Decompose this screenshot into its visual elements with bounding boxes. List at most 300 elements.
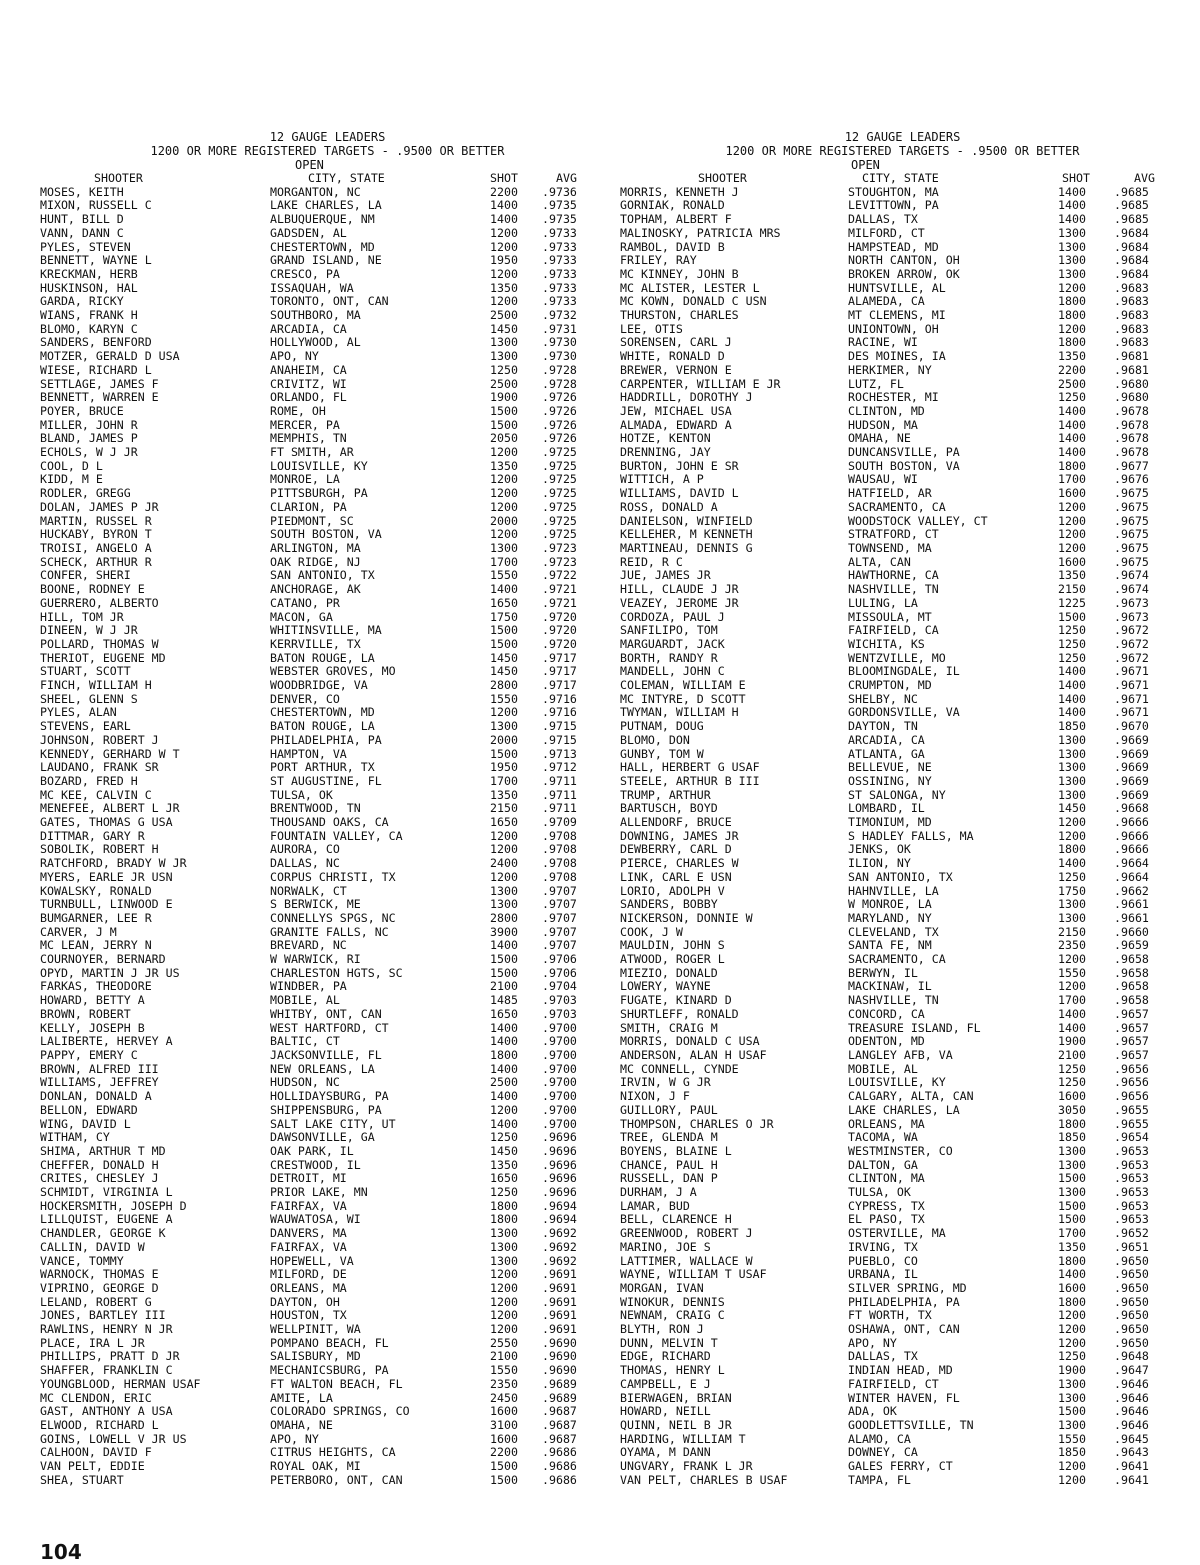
city-state: LULING, LA (848, 596, 918, 610)
shot-count: 1550 (1058, 1432, 1086, 1446)
city-state: DETROIT, MI (270, 1172, 347, 1186)
city-state: ALAMEDA, CA (848, 295, 925, 309)
shot-count: 1400 (1058, 432, 1086, 446)
shot-count: 1350 (490, 459, 518, 473)
shot-count: 3100 (490, 1418, 518, 1432)
table-row (40, 734, 612, 748)
shooter-name: CHANCE, PAUL H (620, 1158, 718, 1172)
city-state: FT WORTH, TX (848, 1309, 932, 1323)
shot-count: 1750 (1058, 884, 1086, 898)
city-state: OSSINING, NY (848, 774, 932, 788)
average: .9726 (542, 404, 577, 418)
shot-count: 1250 (1058, 870, 1086, 884)
city-state: BATON ROUGE, LA (270, 720, 375, 734)
city-state: CITRUS HEIGHTS, CA (270, 1446, 396, 1460)
table-row (620, 1433, 1180, 1447)
average: .9653 (1114, 1158, 1149, 1172)
city-state: BERWYN, IL (848, 966, 918, 980)
table-row (620, 994, 1180, 1008)
right-leaders-panel (620, 130, 1185, 1488)
shooter-name: MARINO, JOE S (620, 1240, 711, 1254)
shot-count: 1300 (1058, 226, 1086, 240)
average: .9653 (1114, 1213, 1149, 1227)
table-row (620, 1172, 1180, 1186)
shot-count: 1500 (1058, 1405, 1086, 1419)
shot-count: 1300 (490, 720, 518, 734)
city-state: WHITINSVILLE, MA (270, 624, 382, 638)
shot-count: 2050 (490, 432, 518, 446)
left-leaders-table (40, 172, 612, 1488)
city-state: DOWNEY, CA (848, 1446, 918, 1460)
table-row (620, 419, 1180, 433)
shooter-name: ECHOLS, W J JR (40, 446, 138, 460)
shot-count: 1500 (1058, 610, 1086, 624)
average: .9673 (1114, 596, 1149, 610)
shot-count: 2000 (490, 733, 518, 747)
shooter-name: WITTICH, A P (620, 473, 704, 487)
table-row (40, 268, 612, 282)
shot-count: 1500 (490, 404, 518, 418)
shooter-name: MC CLENDON, ERIC (40, 1391, 152, 1405)
table-row (620, 706, 1180, 720)
average: .9704 (542, 980, 577, 994)
table-row (40, 473, 612, 487)
table-row (40, 1282, 612, 1296)
city-state: CLINTON, MA (848, 1172, 925, 1186)
average: .9706 (542, 966, 577, 980)
shot-count: 1650 (490, 1007, 518, 1021)
shot-count: 1800 (1058, 295, 1086, 309)
shot-count: 1200 (1058, 528, 1086, 542)
shooter-name: LATTIMER, WALLACE W (620, 1254, 753, 1268)
shot-count: 1850 (1058, 1446, 1086, 1460)
average: .9728 (542, 363, 577, 377)
average: .9646 (1114, 1405, 1149, 1419)
shot-count: 1400 (1058, 679, 1086, 693)
average: .9715 (542, 733, 577, 747)
shooter-name: BURTON, JOHN E SR (620, 459, 739, 473)
table-row (620, 693, 1180, 707)
city-state: CRESTWOOD, IL (270, 1158, 361, 1172)
city-state: WOODSTOCK VALLEY, CT (848, 514, 988, 528)
city-state: LAKE CHARLES, LA (848, 1103, 960, 1117)
shot-count: 1200 (490, 1309, 518, 1323)
shooter-name: LINK, CARL E USN (620, 870, 732, 884)
shot-count: 1200 (490, 500, 518, 514)
table-row (40, 227, 612, 241)
city-state: GOODLETTSVILLE, TN (848, 1418, 974, 1432)
table-row (40, 939, 612, 953)
shot-count: 1700 (1058, 994, 1086, 1008)
shooter-name: MAULDIN, JOHN S (620, 939, 725, 953)
average: .9700 (542, 1062, 577, 1076)
shooter-name: VIPRINO, GEORGE D (40, 1281, 159, 1295)
average: .9711 (542, 788, 577, 802)
average: .9732 (542, 309, 577, 323)
average: .9696 (542, 1186, 577, 1200)
shooter-name: RUSSELL, DAN P (620, 1172, 718, 1186)
shooter-name: TRUMP, ARTHUR (620, 788, 711, 802)
shooter-name: MIEZIO, DONALD (620, 966, 718, 980)
average: .9645 (1114, 1432, 1149, 1446)
table-row (40, 1227, 612, 1241)
city-state: STOUGHTON, MA (848, 185, 939, 199)
shot-count: 1500 (490, 953, 518, 967)
shot-count: 1200 (490, 1103, 518, 1117)
shooter-name: GUERRERO, ALBERTO (40, 596, 159, 610)
shot-count: 1400 (490, 1090, 518, 1104)
average: .9676 (1114, 473, 1149, 487)
city-state: URBANA, IL (848, 1268, 918, 1282)
shot-count: 1300 (1058, 898, 1086, 912)
city-state: W WARWICK, RI (270, 953, 361, 967)
header-city-state: CITY, STATE (862, 172, 939, 185)
table-row (40, 1460, 612, 1474)
shooter-name: GOINS, LOWELL V JR US (40, 1432, 187, 1446)
shot-count: 1400 (1058, 1007, 1086, 1021)
shooter-name: LALIBERTE, HERVEY A (40, 1035, 173, 1049)
average: .9641 (1114, 1473, 1149, 1487)
shot-count: 1800 (490, 1049, 518, 1062)
shot-count: 1200 (490, 843, 518, 857)
city-state: WESTMINSTER, CO (848, 1144, 953, 1158)
shot-count: 1450 (490, 665, 518, 679)
table-row (40, 980, 612, 994)
average: .9661 (1114, 911, 1149, 925)
shooter-name: NEWNAM, CRAIG C (620, 1309, 725, 1323)
table-row (620, 624, 1180, 638)
table-row (40, 1446, 612, 1460)
city-state: WEST HARTFORD, CT (270, 1021, 389, 1035)
shot-count: 2500 (490, 309, 518, 323)
city-state: THOUSAND OAKS, CA (270, 816, 389, 830)
shot-count: 2000 (490, 514, 518, 528)
city-state: DALLAS, TX (848, 213, 918, 227)
table-row (620, 350, 1180, 364)
city-state: SOUTH BOSTON, VA (270, 528, 382, 542)
average: .9720 (542, 624, 577, 638)
city-state: S BERWICK, ME (270, 898, 361, 912)
right-leaders-table (620, 172, 1180, 1488)
city-state: UNIONTOWN, OH (848, 322, 939, 336)
shooter-name: MARGUARDT, JACK (620, 637, 725, 651)
shot-count: 1200 (490, 295, 518, 309)
average: .9650 (1114, 1309, 1149, 1323)
table-row (620, 254, 1180, 268)
average: .9658 (1114, 966, 1149, 980)
shot-count: 1200 (490, 267, 518, 281)
table-row (620, 980, 1180, 994)
average: .9686 (542, 1460, 577, 1474)
shooter-name: HOTZE, KENTON (620, 432, 711, 446)
shot-count: 1300 (1058, 1377, 1086, 1391)
table-row (620, 241, 1180, 255)
city-state: OMAHA, NE (848, 432, 911, 446)
shooter-name: ELWOOD, RICHARD L (40, 1418, 159, 1432)
shooter-name: BREWER, VERNON E (620, 363, 732, 377)
shooter-name: HOWARD, BETTY A (40, 994, 145, 1008)
shooter-name: WINOKUR, DENNIS (620, 1295, 725, 1309)
shot-count: 1250 (1058, 624, 1086, 638)
shooter-name: CALHOON, DAVID F (40, 1446, 152, 1460)
shooter-name: BELL, CLARENCE H (620, 1213, 732, 1227)
table-row (40, 186, 612, 200)
city-state: PETERBORO, ONT, CAN (270, 1473, 403, 1487)
shooter-name: DUNN, MELVIN T (620, 1336, 718, 1350)
shot-count: 1400 (490, 1062, 518, 1076)
shot-count: 2500 (490, 377, 518, 391)
average: .9725 (542, 500, 577, 514)
shot-count: 1500 (1058, 1213, 1086, 1227)
shot-count: 1300 (1058, 761, 1086, 775)
shooter-name: REID, R C (620, 555, 683, 569)
table-row (620, 569, 1180, 583)
shooter-name: DINEEN, W J JR (40, 624, 138, 638)
table-row (620, 1323, 1180, 1337)
table-row (620, 528, 1180, 542)
shooter-name: DONLAN, DONALD A (40, 1090, 152, 1104)
shot-count: 2400 (490, 857, 518, 871)
average: .9708 (542, 843, 577, 857)
city-state: MECHANICSBURG, PA (270, 1364, 389, 1378)
city-state: CLINTON, MD (848, 404, 925, 418)
shooter-name: LELAND, ROBERT G (40, 1295, 152, 1309)
shooter-name: KELLEHER, M KENNETH (620, 528, 753, 542)
city-state: BLOOMINGDALE, IL (848, 665, 960, 679)
table-row (40, 323, 612, 337)
average: .9696 (542, 1158, 577, 1172)
city-state: MOBILE, AL (270, 994, 340, 1008)
city-state: PHILADELPHIA, PA (270, 733, 382, 747)
shooter-name: BROWN, ROBERT (40, 1007, 131, 1021)
right-table-header (620, 172, 1180, 186)
average: .9670 (1114, 720, 1149, 734)
shooter-name: HADDRILL, DOROTHY J (620, 391, 753, 405)
shooter-name: POLLARD, THOMAS W (40, 637, 159, 651)
shot-count: 1400 (1058, 446, 1086, 460)
table-row (40, 816, 612, 830)
shot-count: 1200 (490, 829, 518, 843)
city-state: CHARLESTON HGTS, SC (270, 966, 403, 980)
table-row (620, 611, 1180, 625)
table-row (40, 487, 612, 501)
average: .9653 (1114, 1144, 1149, 1158)
city-state: ADA, OK (848, 1405, 897, 1419)
shot-count: 1700 (490, 555, 518, 569)
table-row (40, 953, 612, 967)
average: .9683 (1114, 309, 1149, 323)
shooter-name: CALLIN, DAVID W (40, 1240, 145, 1254)
shot-count: 1300 (490, 884, 518, 898)
right-table-body (620, 186, 1180, 1488)
shot-count: 3900 (490, 925, 518, 939)
header-avg: AVG (1134, 172, 1155, 185)
city-state: HOLLYWOOD, AL (270, 336, 361, 350)
shot-count: 1450 (490, 1144, 518, 1158)
average: .9726 (542, 391, 577, 405)
shot-count: 1800 (1058, 309, 1086, 323)
shooter-name: CORDOZA, PAUL J (620, 610, 725, 624)
table-row (620, 323, 1180, 337)
shooter-name: HOCKERSMITH, JOSEPH D (40, 1199, 187, 1213)
average: .9723 (542, 555, 577, 569)
shooter-name: MC CONNELL, CYNDE (620, 1062, 739, 1076)
table-row (40, 1474, 612, 1488)
shot-count: 1300 (490, 1227, 518, 1241)
table-row (40, 1378, 612, 1392)
shooter-name: THOMPSON, CHARLES O JR (620, 1117, 774, 1131)
shot-count: 1350 (490, 281, 518, 295)
average: .9706 (542, 953, 577, 967)
average: .9720 (542, 637, 577, 651)
shot-count: 1200 (1058, 1336, 1086, 1350)
average: .9730 (542, 350, 577, 364)
shooter-name: HOWARD, NEILL (620, 1405, 711, 1419)
shot-count: 3050 (1058, 1103, 1086, 1117)
average: .9691 (542, 1281, 577, 1295)
shooter-name: MARTINEAU, DENNIS G (620, 541, 753, 555)
average: .9683 (1114, 336, 1149, 350)
average: .9716 (542, 706, 577, 720)
shot-count: 1200 (490, 487, 518, 501)
city-state: DENVER, CO (270, 692, 340, 706)
average: .9700 (542, 1021, 577, 1035)
table-row (620, 432, 1180, 446)
table-row (620, 227, 1180, 241)
average: .9707 (542, 939, 577, 953)
city-state: MORGANTON, NC (270, 185, 361, 199)
city-state: SALISBURY, MD (270, 1350, 361, 1364)
shot-count: 1200 (490, 1295, 518, 1309)
average: .9668 (1114, 802, 1149, 816)
shot-count: 1950 (490, 254, 518, 268)
city-state: HOUSTON, TX (270, 1309, 347, 1323)
city-state: CLARION, PA (270, 500, 347, 514)
shot-count: 1200 (490, 473, 518, 487)
shot-count: 2150 (1058, 925, 1086, 939)
city-state: ORLEANS, MA (848, 1117, 925, 1131)
table-row (620, 679, 1180, 693)
shooter-name: ALLENDORF, BRUCE (620, 816, 732, 830)
table-row (40, 378, 612, 392)
city-state: LEVITTOWN, PA (848, 199, 939, 213)
shot-count: 2550 (490, 1336, 518, 1350)
shot-count: 1400 (490, 1021, 518, 1035)
city-state: LOMBARD, IL (848, 802, 925, 816)
table-row (40, 254, 612, 268)
average: .9675 (1114, 528, 1149, 542)
shooter-name: MORRIS, KENNETH J (620, 185, 739, 199)
shot-count: 2150 (1058, 583, 1086, 597)
city-state: FOUNTAIN VALLEY, CA (270, 829, 403, 843)
average: .9666 (1114, 843, 1149, 857)
shot-count: 1400 (1058, 404, 1086, 418)
shooter-name: LILLQUIST, EUGENE A (40, 1213, 173, 1227)
shooter-name: RAWLINS, HENRY N JR (40, 1323, 173, 1337)
table-row (620, 638, 1180, 652)
city-state: SACRAMENTO, CA (848, 500, 946, 514)
shooter-name: BIERWAGEN, BRIAN (620, 1391, 732, 1405)
table-row (40, 720, 612, 734)
shooter-name: BLYTH, RON J (620, 1323, 704, 1337)
shooter-name: VANCE, TOMMY (40, 1254, 124, 1268)
table-row (40, 1268, 612, 1282)
average: .9685 (1114, 199, 1149, 213)
shooter-name: BLAND, JAMES P (40, 432, 138, 446)
city-state: HAMPSTEAD, MD (848, 240, 939, 254)
shot-count: 1200 (490, 706, 518, 720)
shooter-name: THERIOT, EUGENE MD (40, 651, 166, 665)
shot-count: 1300 (1058, 1418, 1086, 1432)
table-row (40, 405, 612, 419)
city-state: DAYTON, TN (848, 720, 918, 734)
city-state: OAK RIDGE, NJ (270, 555, 361, 569)
table-row (40, 309, 612, 323)
average: .9680 (1114, 391, 1149, 405)
shot-count: 2450 (490, 1391, 518, 1405)
average: .9733 (542, 254, 577, 268)
average: .9691 (542, 1323, 577, 1337)
shooter-name: NIXON, J F (620, 1090, 690, 1104)
average: .9669 (1114, 733, 1149, 747)
shooter-name: MALINOSKY, PATRICIA MRS (620, 226, 781, 240)
table-row (620, 1104, 1180, 1118)
city-state: NORTH CANTON, OH (848, 254, 960, 268)
average: .9689 (542, 1377, 577, 1391)
shooter-name: MYERS, EARLE JR USN (40, 870, 173, 884)
shooter-name: MC INTYRE, D SCOTT (620, 692, 746, 706)
table-row (40, 583, 612, 597)
average: .9675 (1114, 541, 1149, 555)
table-row (620, 1008, 1180, 1022)
shot-count: 1500 (490, 418, 518, 432)
left-class-label: OPEN (295, 158, 324, 172)
average: .9733 (542, 267, 577, 281)
average: .9700 (542, 1076, 577, 1090)
shooter-name: MORRIS, DONALD C USA (620, 1035, 760, 1049)
city-state: FT WALTON BEACH, FL (270, 1377, 403, 1391)
city-state: LANGLEY AFB, VA (848, 1049, 953, 1062)
city-state: CRIVITZ, WI (270, 377, 347, 391)
left-table-header (40, 172, 612, 186)
shot-count: 2350 (1058, 939, 1086, 953)
table-row (620, 1186, 1180, 1200)
header-avg: AVG (556, 172, 577, 185)
table-row (620, 1460, 1180, 1474)
shooter-name: LAMAR, BUD (620, 1199, 690, 1213)
shooter-name: POYER, BRUCE (40, 404, 124, 418)
shot-count: 1700 (1058, 473, 1086, 487)
table-row (620, 460, 1180, 474)
shooter-name: THURSTON, CHARLES (620, 309, 739, 323)
city-state: CLEVELAND, TX (848, 925, 939, 939)
average: .9736 (542, 185, 577, 199)
average: .9725 (542, 459, 577, 473)
shot-count: 1800 (1058, 336, 1086, 350)
shot-count: 1300 (1058, 1391, 1086, 1405)
shot-count: 1400 (1058, 692, 1086, 706)
average: .9647 (1114, 1364, 1149, 1378)
table-row (620, 775, 1180, 789)
shot-count: 1300 (490, 350, 518, 364)
shot-count: 1300 (1058, 747, 1086, 761)
city-state: APO, NY (270, 350, 319, 364)
shooter-name: HILL, CLAUDE J JR (620, 583, 739, 597)
shot-count: 1500 (1058, 1199, 1086, 1213)
shooter-name: IRVIN, W G JR (620, 1076, 711, 1090)
table-row (620, 857, 1180, 871)
shooter-name: CARPENTER, WILLIAM E JR (620, 377, 781, 391)
